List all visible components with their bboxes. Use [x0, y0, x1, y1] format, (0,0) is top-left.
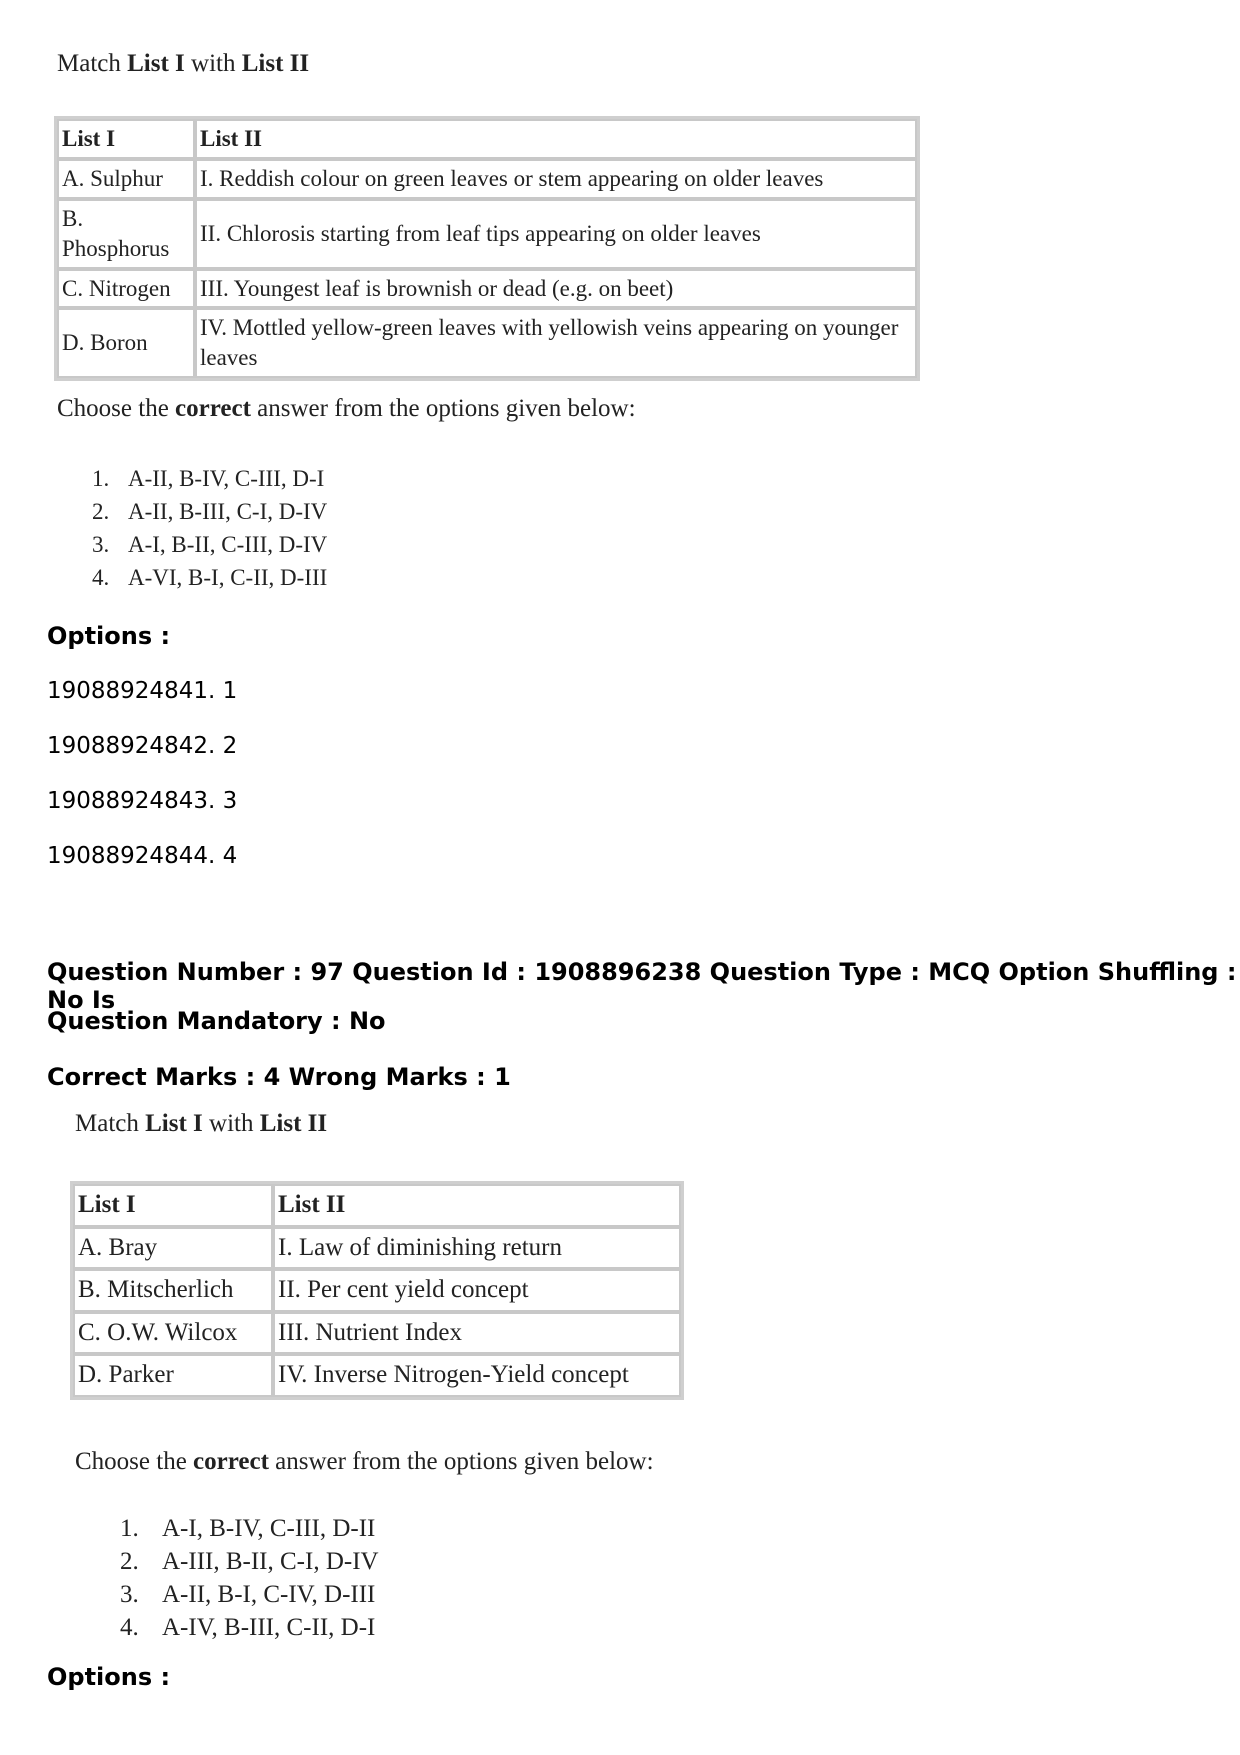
table-cell: C. Nitrogen: [57, 269, 195, 309]
q2-options-heading: Options :: [47, 1663, 171, 1691]
q2-title: Match List I with List II: [75, 1110, 328, 1137]
question-1-image: [57, 50, 937, 590]
list-item: 3. A-II, B-I, C-IV, D-III: [120, 1581, 376, 1608]
q1-answer-list: [92, 462, 327, 594]
table-cell: C. O.W. Wilcox: [73, 1312, 273, 1355]
q2-meta-line-2: Question Mandatory : No: [47, 1007, 386, 1035]
table-header: List II: [273, 1184, 681, 1227]
table-cell: B. Phosphorus: [57, 199, 195, 269]
q1-match-table: [54, 116, 920, 381]
table-cell: D. Parker: [73, 1354, 273, 1397]
question-2-image: [75, 1110, 775, 1641]
table-cell: IV. Inverse Nitrogen-Yield concept: [273, 1354, 681, 1397]
table-cell: A. Sulphur: [57, 159, 195, 199]
list-item: 1. A-I, B-IV, C-III, D-II: [120, 1515, 376, 1542]
list-item: 4. A-IV, B-III, C-II, D-I: [120, 1614, 376, 1641]
q1-option-1[interactable]: 19088924841. 1: [47, 678, 238, 704]
q2-marks: Correct Marks : 4 Wrong Marks : 1: [47, 1063, 511, 1091]
table-row: [57, 308, 917, 378]
table-row: [73, 1227, 681, 1270]
list-item: 2. A-III, B-II, C-I, D-IV: [120, 1548, 379, 1575]
table-row: [57, 269, 917, 309]
list-item: 1. A-II, B-IV, C-III, D-I: [92, 466, 325, 491]
q1-instruction: Choose the correct answer from the options given below:: [57, 395, 636, 422]
table-header: List I: [57, 119, 195, 159]
table-cell: III. Youngest leaf is brownish or dead (e.g. on beet): [195, 269, 917, 309]
q1-title-list1: List I: [127, 50, 185, 77]
q1-title-list2: List II: [241, 50, 310, 77]
table-header: List II: [195, 119, 917, 159]
q1-option-2[interactable]: 19088924842. 2: [47, 733, 238, 759]
table-cell: A. Bray: [73, 1227, 273, 1270]
q1-option-4[interactable]: 19088924844. 4: [47, 843, 238, 869]
table-cell: I. Law of diminishing return: [273, 1227, 681, 1270]
table-row: [73, 1354, 681, 1397]
list-item: 2. A-II, B-III, C-I, D-IV: [92, 499, 328, 524]
q2-meta-line-1: Question Number : 97 Question Id : 1908896238 Question Type : MCQ Option Shuffling : No Is: [47, 958, 1237, 1014]
table-header-row: [57, 119, 917, 159]
table-cell: D. Boron: [57, 308, 195, 378]
q1-title-pre: Match: [57, 50, 128, 77]
table-cell: B. Mitscherlich: [73, 1269, 273, 1312]
table-row: [73, 1312, 681, 1355]
table-cell: III. Nutrient Index: [273, 1312, 681, 1355]
table-row: [57, 159, 917, 199]
q1-title-mid: with: [184, 50, 242, 77]
table-cell: I. Reddish colour on green leaves or stem appearing on older leaves: [195, 159, 917, 199]
q1-options-heading: Options :: [47, 622, 171, 650]
table-row: [57, 199, 917, 269]
table-cell: II. Chlorosis starting from leaf tips appearing on older leaves: [195, 199, 917, 269]
q1-option-3[interactable]: 19088924843. 3: [47, 788, 238, 814]
q2-answer-list: [120, 1512, 379, 1644]
list-item: 4. A-VI, B-I, C-II, D-III: [92, 565, 328, 590]
q2-match-table: [70, 1181, 684, 1400]
table-cell: II. Per cent yield concept: [273, 1269, 681, 1312]
q1-title: [57, 50, 937, 78]
table-row: [73, 1269, 681, 1312]
q2-instruction: Choose the correct answer from the options given below:: [75, 1448, 654, 1475]
table-header-row: [73, 1184, 681, 1227]
table-cell: IV. Mottled yellow-green leaves with yellowish veins appearing on younger leaves: [195, 308, 917, 378]
list-item: 3. A-I, B-II, C-III, D-IV: [92, 532, 328, 557]
table-header: List I: [73, 1184, 273, 1227]
